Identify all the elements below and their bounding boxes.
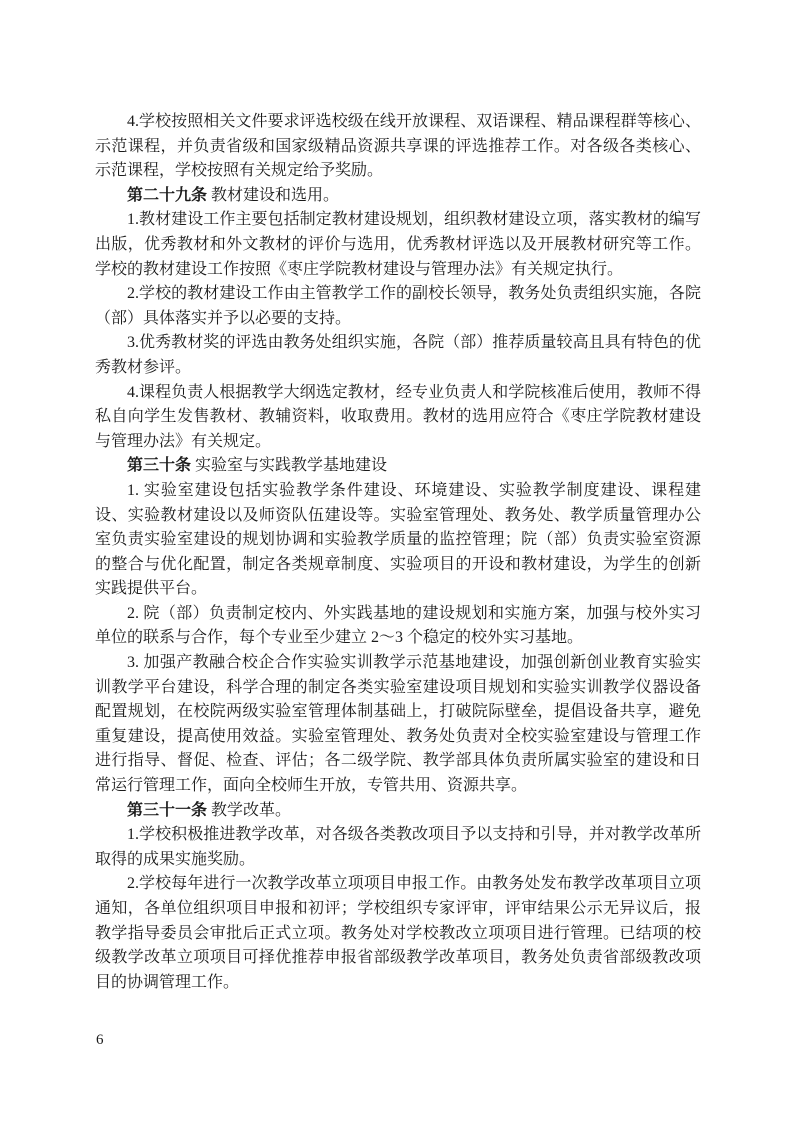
- article-number: 第三十一条: [127, 801, 208, 819]
- article-title: 实验室与实践教学基地建设: [195, 457, 388, 475]
- document-body: [95, 110, 701, 995]
- article-number: 第三十条: [127, 457, 192, 475]
- paragraph: 2.学校的教材建设工作由主管教学工作的副校长领导，教务处负责组织实施，各院（部）具体落实并予以必要的支持。: [95, 285, 701, 327]
- paragraph: 1. 实验室建设包括实验教学条件建设、环境建设、实验教学制度建设、课程建设、实验教材建设以及师资队伍建设等。实验室管理处、教务处、教学质量管理办公室负责实验室建设的规划协调和实验教学质量的监控管理；院（部）负责实验室资源的整合与优化配置，制定各类规章制度、实验项目的开设和教材建设，为学生的创新实践提供平台。: [95, 481, 701, 598]
- article-heading: [95, 454, 701, 479]
- paragraph: 2. 院（部）负责制定校内、外实践基地的建设规划和实施方案，加强与校外实习单位的联系与合作，每个专业至少建立 2～3 个稳定的校外实习基地。: [95, 604, 701, 647]
- page-number: 6: [96, 1032, 104, 1048]
- article-heading: [95, 799, 701, 824]
- paragraph: 1.教材建设工作主要包括制定教材建设规划，组织教材建设立项，落实教材的编写出版，优秀教材和外文教材的评价与选用，优秀教材评选以及开展教材研究等工作。学校的教材建设工作按照《枣庄学院教材建设与管理办法》有关规定执行。: [95, 211, 701, 278]
- paragraph: 3.优秀教材奖的评选由教务处组织实施，各院（部）推荐质量较高且具有特色的优秀教材参评。: [95, 334, 701, 376]
- article-number: 第二十九条: [127, 186, 208, 204]
- paragraph: 3. 加强产教融合校企合作实验实训教学示范基地建设，加强创新创业教育实验实训教学平台建设，科学合理的制定各类实验室建设项目规划和实验实训教学仪器设备配置规划，在校院两级实验室管理体制基础上，打破院际壁垒，提倡设备共享，避免重复建设，提高使用效益。实验室管理处、教务处负责对全校实验室建设与管理工作进行指导、督促、检查、评估；各二级学院、教学部具体负责所属实验室的建设和日常运行管理工作，面向全校师生开放，专管共用、资源共享。: [95, 654, 701, 795]
- paragraph: 1.学校积极推进教学改革，对各级各类教改项目予以支持和引导，并对教学改革所取得的成果实施奖励。: [95, 826, 701, 868]
- article-title: 教材建设和选用。: [211, 186, 340, 204]
- paragraph: 4.学校按照相关文件要求评选校级在线开放课程、双语课程、精品课程群等核心、示范课程，并负责省级和国家级精品资源共享课的评选推荐工作。对各级各类核心、示范课程，学校按照有关规定给予奖励。: [95, 113, 701, 180]
- paragraph: 4.课程负责人根据教学大纲选定教材，经专业负责人和学院核准后使用，教师不得私自向学生发售教材、教辅资料，收取费用。教材的选用应符合《枣庄学院教材建设与管理办法》有关规定。: [95, 383, 701, 450]
- article-title: 教学改革。: [211, 801, 292, 819]
- paragraph: 2.学校每年进行一次教学改革立项项目申报工作。由教务处发布教学改革项目立项通知，各单位组织项目申报和初评；学校组织专家评审，评审结果公示无异议后，报教学指导委员会审批后正式立项。教务处对学校教改立项项目进行管理。已结项的校级教学改革立项项目可择优推荐申报省部级教学改革项目，教务处负责省部级教改项目的协调管理工作。: [95, 875, 701, 991]
- article-heading: [95, 184, 701, 209]
